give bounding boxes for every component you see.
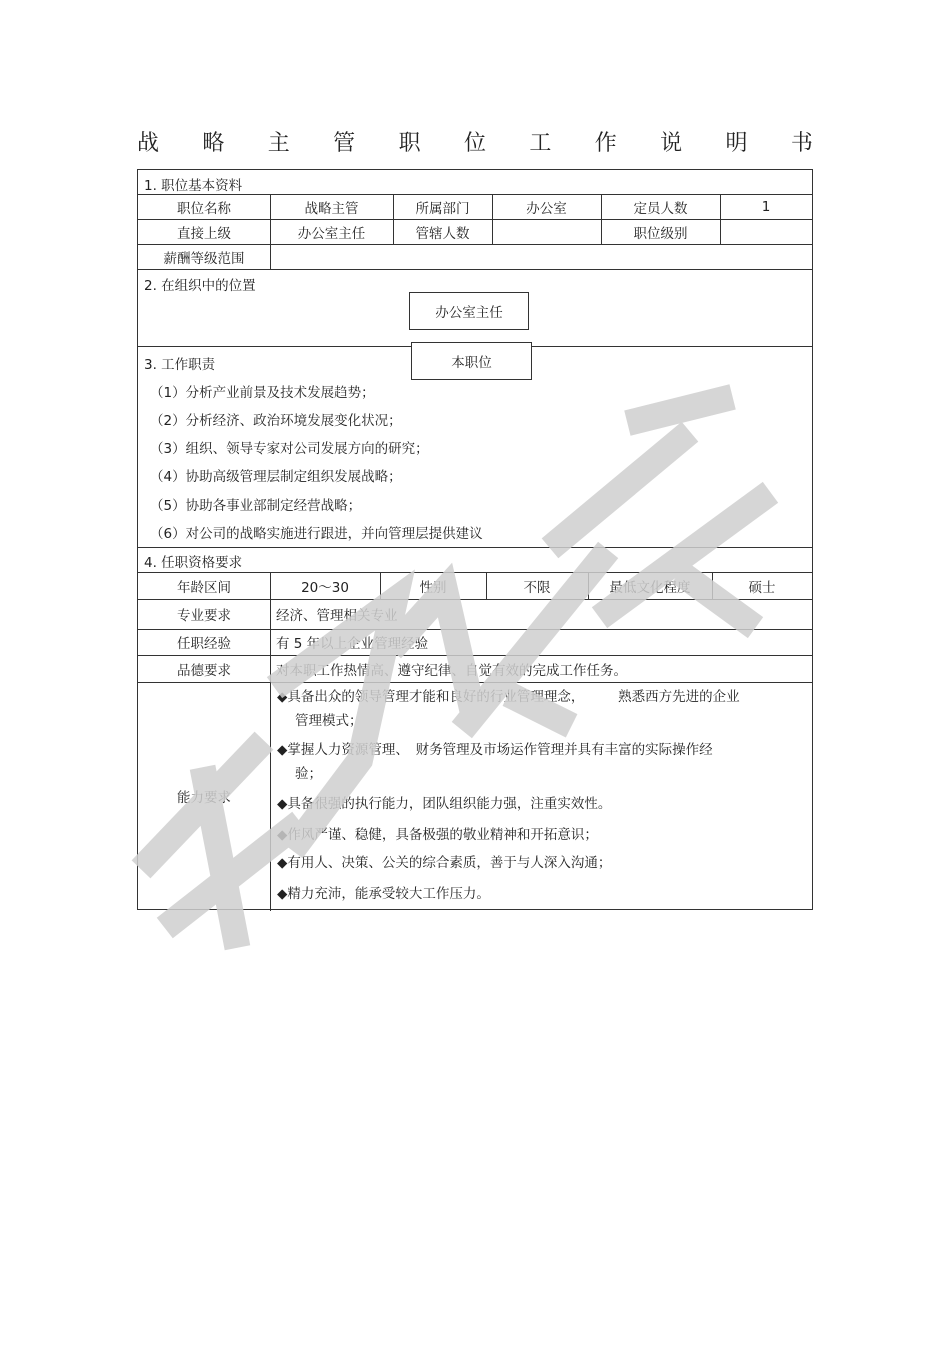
age-value: 20～30 bbox=[301, 579, 349, 596]
subordinates-label: 管辖人数 bbox=[415, 225, 470, 242]
ability-item: ◆掌握人力资源管理、 财务管理及市场运作管理并具有丰富的实际操作经 验； bbox=[277, 742, 713, 782]
duty-item: （6）对公司的战略实施进行跟进，并向管理层提供建议 bbox=[150, 526, 483, 542]
job-name-label: 职位名称 bbox=[177, 200, 231, 217]
moral-label: 品德要求 bbox=[177, 662, 231, 679]
major-label: 专业要求 bbox=[177, 608, 231, 624]
level-value bbox=[720, 219, 812, 244]
ability-item: ◆具备很强的执行能力，团队组织能力强，注重实效性。 bbox=[277, 796, 612, 812]
salary-value bbox=[270, 244, 812, 269]
education-value: 硕士 bbox=[748, 579, 776, 596]
gender-label: 性别 bbox=[419, 579, 447, 596]
subordinates-value bbox=[492, 219, 601, 244]
job-name-value: 战略主管 bbox=[304, 200, 359, 217]
section-duties: 3. 工作职责 bbox=[144, 357, 216, 373]
ability-label: 能力要求 bbox=[177, 790, 231, 806]
ability-item: ◆有用人、决策、公关的综合素质，善于与人深入沟通； bbox=[277, 855, 612, 871]
section-org-position: 2. 在组织中的位置 bbox=[144, 278, 256, 294]
moral-value: 对本职工作热情高、遵守纪律、自觉有效的完成工作任务。 bbox=[276, 662, 627, 679]
ability-item: ◆精力充沛，能承受较大工作压力。 bbox=[277, 886, 490, 902]
org-current-box: 本职位 bbox=[411, 342, 532, 380]
section-qualification: 4. 任职资格要求 bbox=[144, 555, 243, 571]
ability-item: ◆作风严谨、稳健，具备极强的敬业精神和开拓意识； bbox=[277, 827, 598, 843]
dept-value: 办公室 bbox=[526, 200, 567, 217]
headcount-value: 1 bbox=[761, 198, 771, 215]
superior-label: 直接上级 bbox=[177, 225, 231, 242]
experience-value: 有 5 年以上企业管理经验 bbox=[276, 636, 429, 652]
education-label: 最低文化程度 bbox=[609, 579, 691, 596]
level-label: 职位级别 bbox=[633, 225, 688, 242]
duty-item: （5）协助各事业部制定经营战略； bbox=[150, 498, 362, 514]
ability-item: ◆具备出众的领导管理才能和良好的行业管理理念， 熟悉西方先进的企业 管理模式； bbox=[277, 689, 740, 729]
duty-item: （2）分析经济、政治环境发展变化状况； bbox=[150, 413, 402, 429]
page-title: 战 略 主 管 职 位 工 作 说 明 书 bbox=[137, 131, 813, 156]
job-description-form bbox=[137, 169, 813, 910]
gender-value: 不限 bbox=[523, 579, 551, 596]
headcount-label: 定员人数 bbox=[633, 200, 688, 217]
salary-label: 薪酬等级范围 bbox=[163, 250, 245, 267]
major-value: 经济、管理相关专业 bbox=[276, 608, 398, 624]
superior-value: 办公室主任 bbox=[297, 225, 366, 242]
duty-item: （1）分析产业前景及技术发展趋势； bbox=[150, 385, 375, 401]
age-label: 年龄区间 bbox=[177, 579, 231, 596]
dept-label: 所属部门 bbox=[415, 200, 470, 217]
duty-item: （4）协助高级管理层制定组织发展战略； bbox=[150, 469, 402, 485]
experience-label: 任职经验 bbox=[177, 636, 231, 652]
org-upper-box: 办公室主任 bbox=[409, 292, 529, 330]
duty-item: （3）组织、领导专家对公司发展方向的研究； bbox=[150, 441, 429, 457]
section-basic-info: 1. 职位基本资料 bbox=[144, 178, 243, 194]
